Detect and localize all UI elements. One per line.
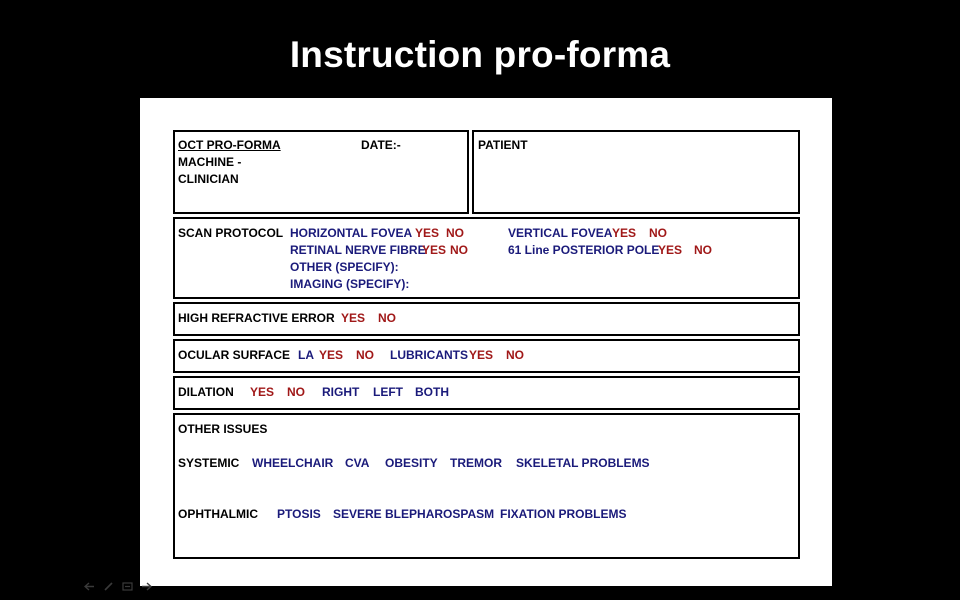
imaging-specify-option: IMAGING (SPECIFY):: [290, 277, 410, 291]
high-refractive-error-row: [173, 302, 800, 336]
date-label: DATE:-: [361, 138, 401, 152]
systemic-label: SYSTEMIC: [178, 456, 240, 470]
posterior-pole-no[interactable]: NO: [694, 243, 712, 257]
la-option: LA: [298, 348, 314, 362]
form-name: OCT PRO-FORMA: [178, 138, 281, 152]
ophthalmic-severe-blepharospasm[interactable]: SEVERE BLEPHAROSPASM: [333, 507, 495, 521]
back-arrow-icon[interactable]: [84, 582, 95, 591]
dilation-left[interactable]: LEFT: [373, 385, 403, 399]
ophthalmic-label: OPHTHALMIC: [178, 507, 258, 521]
pen-icon[interactable]: [103, 582, 114, 591]
high-refractive-yes[interactable]: YES: [341, 311, 366, 325]
lubricants-option: LUBRICANTS: [390, 348, 468, 362]
lubricants-yes[interactable]: YES: [469, 348, 494, 362]
scan-protocol-row: [173, 217, 800, 299]
menu-icon[interactable]: [122, 582, 133, 591]
dilation-no[interactable]: NO: [287, 385, 305, 399]
patient-label: PATIENT: [478, 138, 528, 152]
patient-cell: [472, 130, 800, 214]
retinal-nerve-fibre-yes[interactable]: YES: [422, 243, 447, 257]
systemic-wheelchair[interactable]: WHEELCHAIR: [252, 456, 334, 470]
form-sheet: [140, 98, 832, 586]
systemic-cva[interactable]: CVA: [345, 456, 370, 470]
dilation-right[interactable]: RIGHT: [322, 385, 360, 399]
dilation-yes[interactable]: YES: [250, 385, 275, 399]
scan-protocol-label: SCAN PROTOCOL: [178, 226, 284, 240]
ocular-surface-label: OCULAR SURFACE: [178, 348, 291, 362]
other-issues-row: [173, 413, 800, 559]
lubricants-no[interactable]: NO: [506, 348, 524, 362]
retinal-nerve-fibre-no[interactable]: NO: [450, 243, 468, 257]
la-no[interactable]: NO: [356, 348, 374, 362]
oct-pro-forma: [173, 130, 800, 559]
other-specify-option: OTHER (SPECIFY):: [290, 260, 399, 274]
ophthalmic-fixation-problems[interactable]: FIXATION PROBLEMS: [500, 507, 627, 521]
horizontal-fovea-yes[interactable]: YES: [415, 226, 440, 240]
vertical-fovea-yes[interactable]: YES: [612, 226, 637, 240]
systemic-obesity[interactable]: OBESITY: [385, 456, 438, 470]
slide-controls: [84, 582, 152, 591]
la-yes[interactable]: YES: [319, 348, 344, 362]
dilation-label: DILATION: [178, 385, 234, 399]
other-issues-label: OTHER ISSUES: [178, 422, 268, 436]
retinal-nerve-fibre-option: RETINAL NERVE FIBRE: [290, 243, 426, 257]
form-header: [173, 130, 800, 214]
high-refractive-no[interactable]: NO: [378, 311, 396, 325]
slide-title: Instruction pro-forma: [289, 34, 671, 75]
vertical-fovea-option: VERTICAL FOVEA: [508, 226, 613, 240]
header-info-cell: [173, 130, 469, 214]
machine-label: MACHINE -: [178, 155, 242, 169]
posterior-pole-option: 61 Line POSTERIOR POLE: [508, 243, 660, 257]
dilation-both[interactable]: BOTH: [415, 385, 449, 399]
horizontal-fovea-no[interactable]: NO: [446, 226, 464, 240]
ocular-surface-row: [173, 339, 800, 373]
systemic-tremor[interactable]: TREMOR: [450, 456, 502, 470]
posterior-pole-yes[interactable]: YES: [658, 243, 683, 257]
horizontal-fovea-option: HORIZONTAL FOVEA: [290, 226, 413, 240]
ophthalmic-ptosis[interactable]: PTOSIS: [277, 507, 321, 521]
forward-arrow-icon[interactable]: [141, 582, 152, 591]
clinician-label: CLINICIAN: [178, 172, 239, 186]
vertical-fovea-no[interactable]: NO: [649, 226, 667, 240]
dilation-row: [173, 376, 800, 410]
high-refractive-error-label: HIGH REFRACTIVE ERROR: [178, 311, 335, 325]
systemic-skeletal-problems[interactable]: SKELETAL PROBLEMS: [516, 456, 650, 470]
